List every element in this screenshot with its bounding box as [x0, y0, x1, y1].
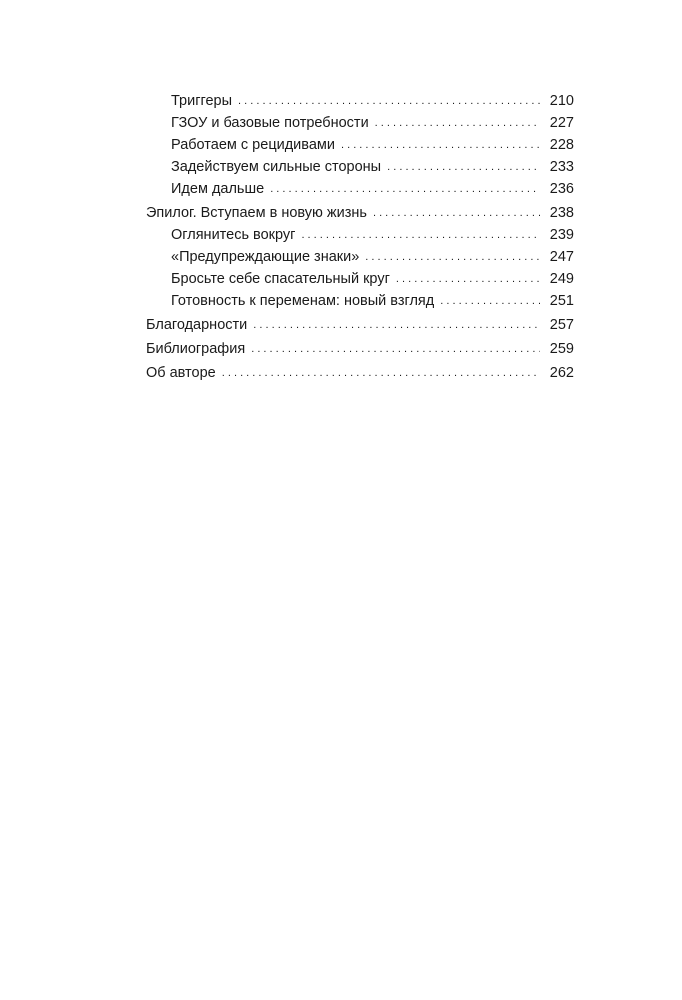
toc-entry-title: Об авторе — [146, 365, 216, 381]
toc-entry-page: 251 — [549, 293, 574, 309]
toc-entry-page: 210 — [549, 93, 574, 109]
toc-entry-title: Триггеры — [171, 93, 233, 109]
toc-entry-page: 249 — [549, 271, 574, 287]
toc-entry-title: ГЗОУ и базовые потребности — [171, 115, 369, 131]
toc-entry — [146, 268, 574, 290]
toc-dot-leader — [251, 338, 540, 360]
toc-dot-leader — [238, 90, 540, 112]
toc-dot-leader — [365, 246, 540, 268]
toc-dot-leader — [253, 314, 540, 336]
toc-dot-leader — [270, 178, 540, 200]
toc-entry-page: 228 — [549, 137, 574, 153]
toc-entry — [146, 338, 574, 360]
toc-entry-page: 227 — [549, 115, 574, 131]
table-of-contents — [146, 90, 574, 384]
toc-dot-leader — [373, 202, 540, 224]
toc-dot-leader — [301, 224, 540, 246]
toc-entry-page: 257 — [549, 317, 574, 333]
toc-entry-title: Библиография — [146, 341, 246, 357]
toc-entry-page: 238 — [549, 205, 574, 221]
toc-entry-title: Готовность к переменам: новый взгляд — [171, 293, 435, 309]
toc-entry — [146, 90, 574, 112]
toc-entry — [146, 224, 574, 246]
toc-entry — [146, 178, 574, 200]
toc-entry — [146, 362, 574, 384]
toc-entry — [146, 246, 574, 268]
toc-entry-page: 233 — [549, 159, 574, 175]
toc-dot-leader — [387, 156, 540, 178]
toc-entry — [146, 156, 574, 178]
toc-dot-leader — [375, 112, 540, 134]
toc-dot-leader — [440, 290, 540, 312]
toc-entry-title: Идем дальше — [171, 181, 265, 197]
toc-dot-leader — [341, 134, 540, 156]
toc-entry-title: Работаем с рецидивами — [171, 137, 335, 153]
toc-entry-page: 259 — [549, 341, 574, 357]
toc-entry-title: Эпилог. Вступаем в новую жизнь — [146, 205, 367, 221]
toc-entry — [146, 290, 574, 312]
toc-dot-leader — [396, 268, 540, 290]
toc-entry-title: Задействуем сильные стороны — [171, 159, 382, 175]
toc-entry-page: 236 — [549, 181, 574, 197]
toc-entry — [146, 202, 574, 224]
toc-entry-title: Оглянитесь вокруг — [171, 227, 296, 243]
toc-entry-page: 239 — [549, 227, 574, 243]
toc-entry-title: «Предупреждающие знаки» — [171, 249, 360, 265]
toc-entry — [146, 134, 574, 156]
toc-entry — [146, 314, 574, 336]
toc-entry — [146, 112, 574, 134]
toc-entry-page: 247 — [549, 249, 574, 265]
toc-entry-title: Бросьте себе спасательный круг — [171, 271, 390, 287]
toc-entry-title: Благодарности — [146, 317, 248, 333]
toc-dot-leader — [222, 362, 540, 384]
toc-entry-page: 262 — [549, 365, 574, 381]
